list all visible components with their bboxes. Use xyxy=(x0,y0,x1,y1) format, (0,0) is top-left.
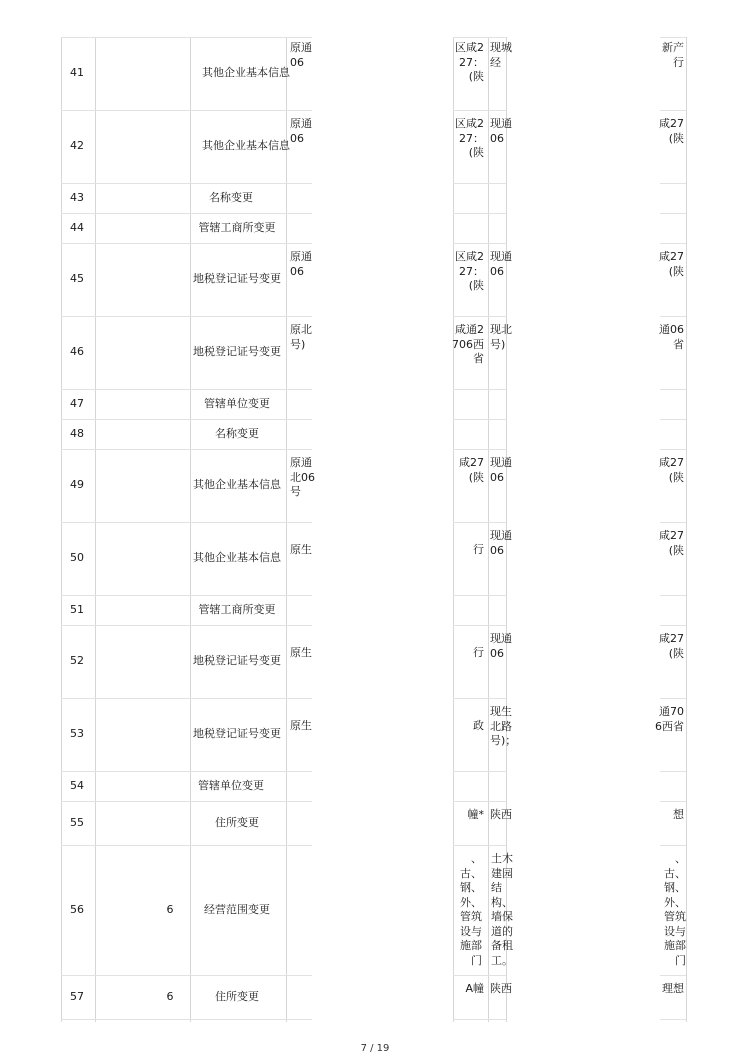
after-change-cont: 咸27(陕 xyxy=(659,529,684,557)
grid-vertical-line xyxy=(95,37,96,1022)
after-change-text: 现城经 xyxy=(490,41,512,69)
grid-horizontal-line xyxy=(95,37,190,38)
change-item: 管辖工商所变更 xyxy=(198,602,276,616)
row-number: 48 xyxy=(70,426,84,440)
change-item: 名称变更 xyxy=(209,190,253,204)
after-change-cont: 咸27(陕 xyxy=(659,117,684,145)
before-change-cont: 咸27(陕 xyxy=(459,456,484,484)
before-change-cont: 区咸227：(陕 xyxy=(455,41,484,83)
grid-horizontal-line xyxy=(453,37,488,38)
grid-horizontal-line xyxy=(660,37,686,38)
grid-horizontal-line xyxy=(453,1019,488,1020)
after-change-text: 现通06 xyxy=(490,250,512,278)
row-number: 52 xyxy=(70,654,84,668)
before-change-text: 原通06 xyxy=(290,117,312,145)
grid-horizontal-line xyxy=(660,316,686,317)
after-change-cont: 新产行 xyxy=(662,41,684,69)
before-change-cont: 幢* xyxy=(467,808,484,821)
grid-horizontal-line xyxy=(453,801,488,802)
before-change-text: 原生 xyxy=(290,543,312,556)
grid-horizontal-line xyxy=(488,698,506,699)
change-item: 其他企业基本信息 xyxy=(193,478,281,492)
row-number: 54 xyxy=(70,778,84,792)
grid-horizontal-line xyxy=(660,522,686,523)
after-change-text: 土木建园结构、墙保道的备租工。 xyxy=(491,852,513,967)
change-item: 地税登记证号变更 xyxy=(193,727,281,741)
grid-horizontal-line xyxy=(453,183,488,184)
row-number: 53 xyxy=(70,727,84,741)
before-change-cont: 行 xyxy=(473,646,484,659)
grid-horizontal-line xyxy=(453,625,488,626)
grid-horizontal-line xyxy=(660,449,686,450)
grid-horizontal-line xyxy=(453,316,488,317)
row-number: 43 xyxy=(70,190,84,204)
grid-horizontal-line xyxy=(488,316,506,317)
grid-horizontal-line xyxy=(660,975,686,976)
change-item: 其他企业基本信息 xyxy=(202,139,290,153)
after-change-text: 陕西 xyxy=(490,982,512,995)
before-change-cont: 区咸227：(陕 xyxy=(455,250,484,292)
row-number: 57 xyxy=(70,989,84,1003)
change-item: 住所变更 xyxy=(215,989,259,1003)
grid-horizontal-line xyxy=(190,1019,286,1020)
row-number: 41 xyxy=(70,66,84,80)
change-item: 管辖工商所变更 xyxy=(198,220,276,234)
row-number: 45 xyxy=(70,272,84,286)
row-number: 49 xyxy=(70,478,84,492)
change-item: 名称变更 xyxy=(215,426,259,440)
grid-horizontal-line xyxy=(488,110,506,111)
row-number: 51 xyxy=(70,602,84,616)
row-number: 46 xyxy=(70,345,84,359)
page-number: 7 / 19 xyxy=(360,1043,390,1054)
after-change-text: 现通06 xyxy=(490,632,512,660)
grid-horizontal-line xyxy=(453,595,488,596)
after-change-cont: 咸27(陕 xyxy=(659,250,684,278)
grid-horizontal-line xyxy=(660,183,686,184)
grid-horizontal-line xyxy=(488,845,506,846)
after-change-text: 陕西 xyxy=(490,808,512,821)
row-number: 55 xyxy=(70,815,84,829)
change-item: 地税登记证号变更 xyxy=(193,654,281,668)
grid-horizontal-line xyxy=(660,243,686,244)
grid-horizontal-line xyxy=(488,975,506,976)
grid-horizontal-line xyxy=(660,213,686,214)
grid-horizontal-line xyxy=(488,183,506,184)
grid-vertical-line xyxy=(686,37,687,1022)
grid-horizontal-line xyxy=(488,449,506,450)
grid-horizontal-line xyxy=(453,771,488,772)
after-change-cont: 咸27(陕 xyxy=(659,632,684,660)
after-change-text: 现通06 xyxy=(490,529,512,557)
change-item: 其他企业基本信息 xyxy=(202,66,290,80)
row-flag-number: 6 xyxy=(166,902,174,916)
grid-horizontal-line xyxy=(453,110,488,111)
grid-vertical-line xyxy=(488,37,489,1022)
grid-horizontal-line xyxy=(660,698,686,699)
grid-horizontal-line xyxy=(95,110,190,111)
grid-horizontal-line xyxy=(453,449,488,450)
after-change-text: 现通06 xyxy=(490,456,512,484)
change-item: 住所变更 xyxy=(215,815,259,829)
after-change-cont: 、古、钢、外、管筑设与施部门 xyxy=(664,852,686,967)
grid-horizontal-line xyxy=(488,213,506,214)
row-number: 42 xyxy=(70,139,84,153)
row-number: 44 xyxy=(70,220,84,234)
grid-horizontal-line xyxy=(488,801,506,802)
grid-horizontal-line xyxy=(488,389,506,390)
change-item: 其他企业基本信息 xyxy=(193,551,281,565)
grid-horizontal-line xyxy=(488,522,506,523)
after-change-cont: 通706西省 xyxy=(655,705,684,733)
grid-horizontal-line xyxy=(660,625,686,626)
grid-horizontal-line xyxy=(286,1019,312,1020)
before-change-cont: 、古、钢、外、管筑设与施部门 xyxy=(460,852,482,967)
before-change-cont: 政 xyxy=(473,719,484,732)
grid-horizontal-line xyxy=(488,771,506,772)
before-change-text: 原通北06号 xyxy=(290,456,315,498)
before-change-cont: 咸通2706西省 xyxy=(452,323,484,365)
after-change-text: 现生北路号)； xyxy=(490,705,517,747)
grid-horizontal-line xyxy=(488,1019,506,1020)
change-item: 管辖单位变更 xyxy=(198,778,264,792)
grid-horizontal-line xyxy=(453,243,488,244)
grid-horizontal-line xyxy=(453,698,488,699)
after-change-cont: 咸27(陕 xyxy=(659,456,684,484)
grid-horizontal-line xyxy=(453,522,488,523)
before-change-cont: A幢 xyxy=(465,982,484,995)
after-change-cont: 想 xyxy=(673,808,684,821)
before-change-text: 原生 xyxy=(290,646,312,659)
grid-horizontal-line xyxy=(453,213,488,214)
row-flag-number: 6 xyxy=(166,989,174,1003)
grid-horizontal-line xyxy=(488,243,506,244)
grid-horizontal-line xyxy=(660,771,686,772)
change-item: 经营范围变更 xyxy=(204,902,270,916)
grid-horizontal-line xyxy=(660,389,686,390)
grid-horizontal-line xyxy=(453,975,488,976)
grid-horizontal-line xyxy=(660,419,686,420)
grid-horizontal-line xyxy=(453,389,488,390)
before-change-text: 原通06 xyxy=(290,41,312,69)
grid-horizontal-line xyxy=(453,845,488,846)
change-item: 管辖单位变更 xyxy=(204,396,270,410)
grid-horizontal-line xyxy=(660,1019,686,1020)
before-change-cont: 行 xyxy=(473,543,484,556)
grid-horizontal-line xyxy=(453,419,488,420)
grid-horizontal-line xyxy=(95,1019,190,1020)
grid-horizontal-line xyxy=(61,1019,95,1020)
grid-horizontal-line xyxy=(660,801,686,802)
grid-horizontal-line xyxy=(660,845,686,846)
grid-horizontal-line xyxy=(488,595,506,596)
before-change-text: 原通06 xyxy=(290,250,312,278)
after-change-cont: 理想 xyxy=(662,982,684,995)
grid-horizontal-line xyxy=(660,595,686,596)
before-change-cont: 区咸227：(陕 xyxy=(455,117,484,159)
grid-horizontal-line xyxy=(488,37,506,38)
grid-horizontal-line xyxy=(660,110,686,111)
grid-horizontal-line xyxy=(488,625,506,626)
after-change-cont: 通06省 xyxy=(659,323,684,351)
grid-horizontal-line xyxy=(488,419,506,420)
row-number: 47 xyxy=(70,396,84,410)
before-change-text: 原北号) xyxy=(290,323,312,351)
after-change-text: 现北号) xyxy=(490,323,512,351)
after-change-text: 现通06 xyxy=(490,117,512,145)
row-number: 56 xyxy=(70,902,84,916)
change-item: 地税登记证号变更 xyxy=(193,272,281,286)
change-item: 地税登记证号变更 xyxy=(193,345,281,359)
before-change-text: 原生 xyxy=(290,719,312,732)
row-number: 50 xyxy=(70,551,84,565)
